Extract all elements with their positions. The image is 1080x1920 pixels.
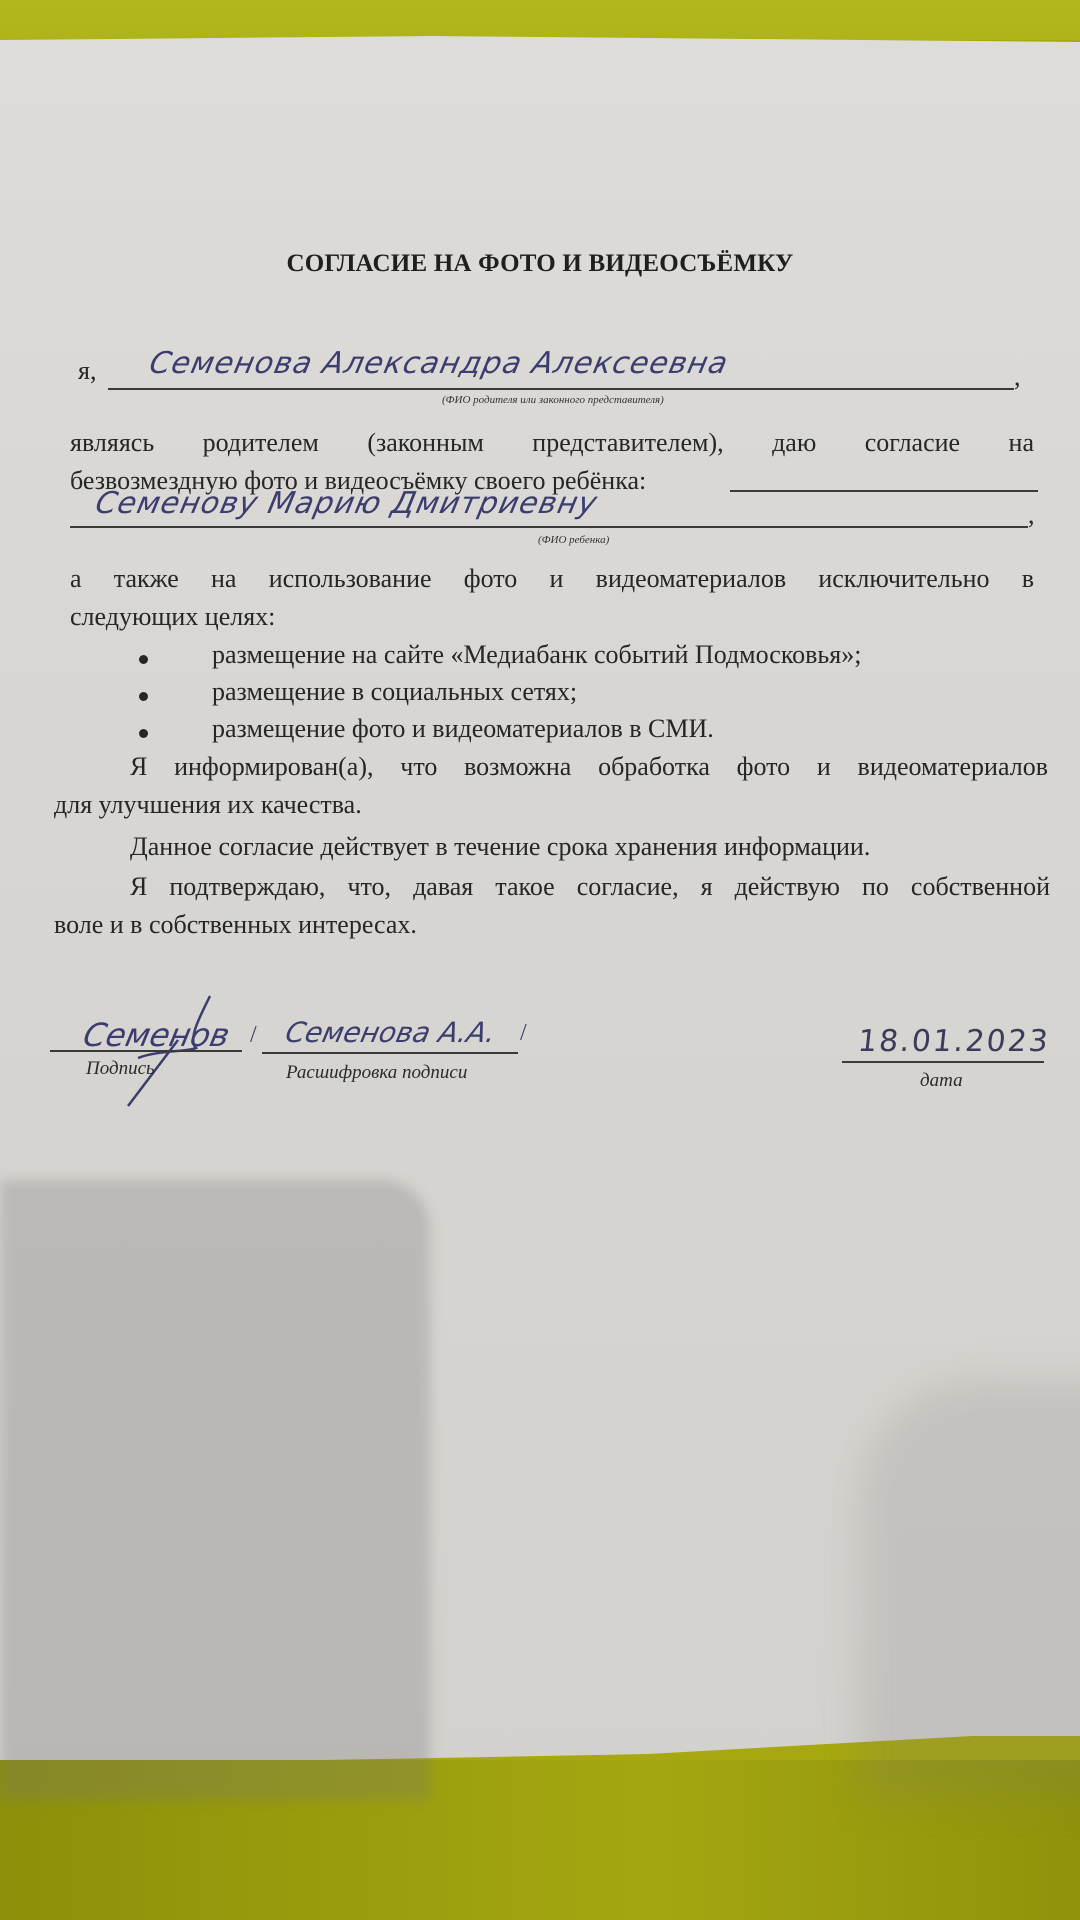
- parent-name-handwritten[interactable]: Семенова Александра Алексеевна: [146, 346, 732, 381]
- date-line: [842, 1061, 1044, 1063]
- informed-line-2: для улучшения их качества.: [54, 790, 362, 819]
- purpose-item: размещение на сайте «Медиабанк событий Подмосковья»;: [212, 640, 862, 669]
- signature-separator: /: [250, 1022, 257, 1048]
- signature-decoding-caption: Расшифровка подписи: [286, 1062, 468, 1083]
- child-name-caption: (ФИО ребенка): [538, 534, 610, 546]
- parent-name-line: [108, 388, 1014, 390]
- usage-line-1: а также на использование фото и видеоматериалов исключительно в: [70, 564, 1034, 593]
- signature-decoding-handwritten[interactable]: Семенова А.А.: [282, 1016, 499, 1049]
- child-name-line: [70, 526, 1028, 528]
- confirm-line-1: Я подтверждаю, что, давая такое согласие, я действую по собственной: [130, 872, 1050, 901]
- informed-line-1: Я информирован(а), что возможна обработка фото и видеоматериалов: [130, 752, 1048, 781]
- child-name-handwritten[interactable]: Семенову Марию Дмитриевну: [92, 486, 601, 521]
- intro-line-1: являясь родителем (законным представителем), даю согласие на: [70, 428, 1034, 457]
- signature-handwritten[interactable]: Семенов: [79, 1016, 234, 1054]
- date-caption: дата: [920, 1070, 963, 1091]
- document-title: СОГЛАСИЕ НА ФОТО И ВИДЕОСЪЁМКУ: [286, 250, 794, 277]
- child-name-comma: ,: [1028, 500, 1035, 529]
- bullet-icon: [139, 655, 148, 664]
- confirm-line-2: воле и в собственных интересах.: [54, 910, 417, 939]
- signature-caption: Подпись: [86, 1058, 155, 1079]
- signature-decoding-slash: /: [520, 1020, 527, 1046]
- parent-name-caption: (ФИО родителя или законного представителя): [442, 394, 664, 406]
- validity-paragraph: Данное согласие действует в течение срока хранения информации.: [130, 832, 871, 861]
- bullet-icon: [139, 729, 148, 738]
- purpose-item: размещение в социальных сетях;: [212, 677, 578, 706]
- parent-name-comma: ,: [1014, 362, 1021, 391]
- intro-line-2: безвозмездную фото и видеосъёмку своего ребёнка:: [70, 466, 647, 495]
- date-handwritten[interactable]: 18.01.2023: [856, 1024, 1052, 1059]
- child-name-line-first: [730, 490, 1038, 492]
- signature-decoding-line: [262, 1052, 518, 1054]
- signature-line: [50, 1050, 242, 1052]
- usage-line-2: следующих целях:: [70, 602, 276, 631]
- bullet-icon: [139, 692, 148, 701]
- parent-prefix: я,: [78, 356, 97, 385]
- purpose-item: размещение фото и видеоматериалов в СМИ.: [212, 714, 714, 743]
